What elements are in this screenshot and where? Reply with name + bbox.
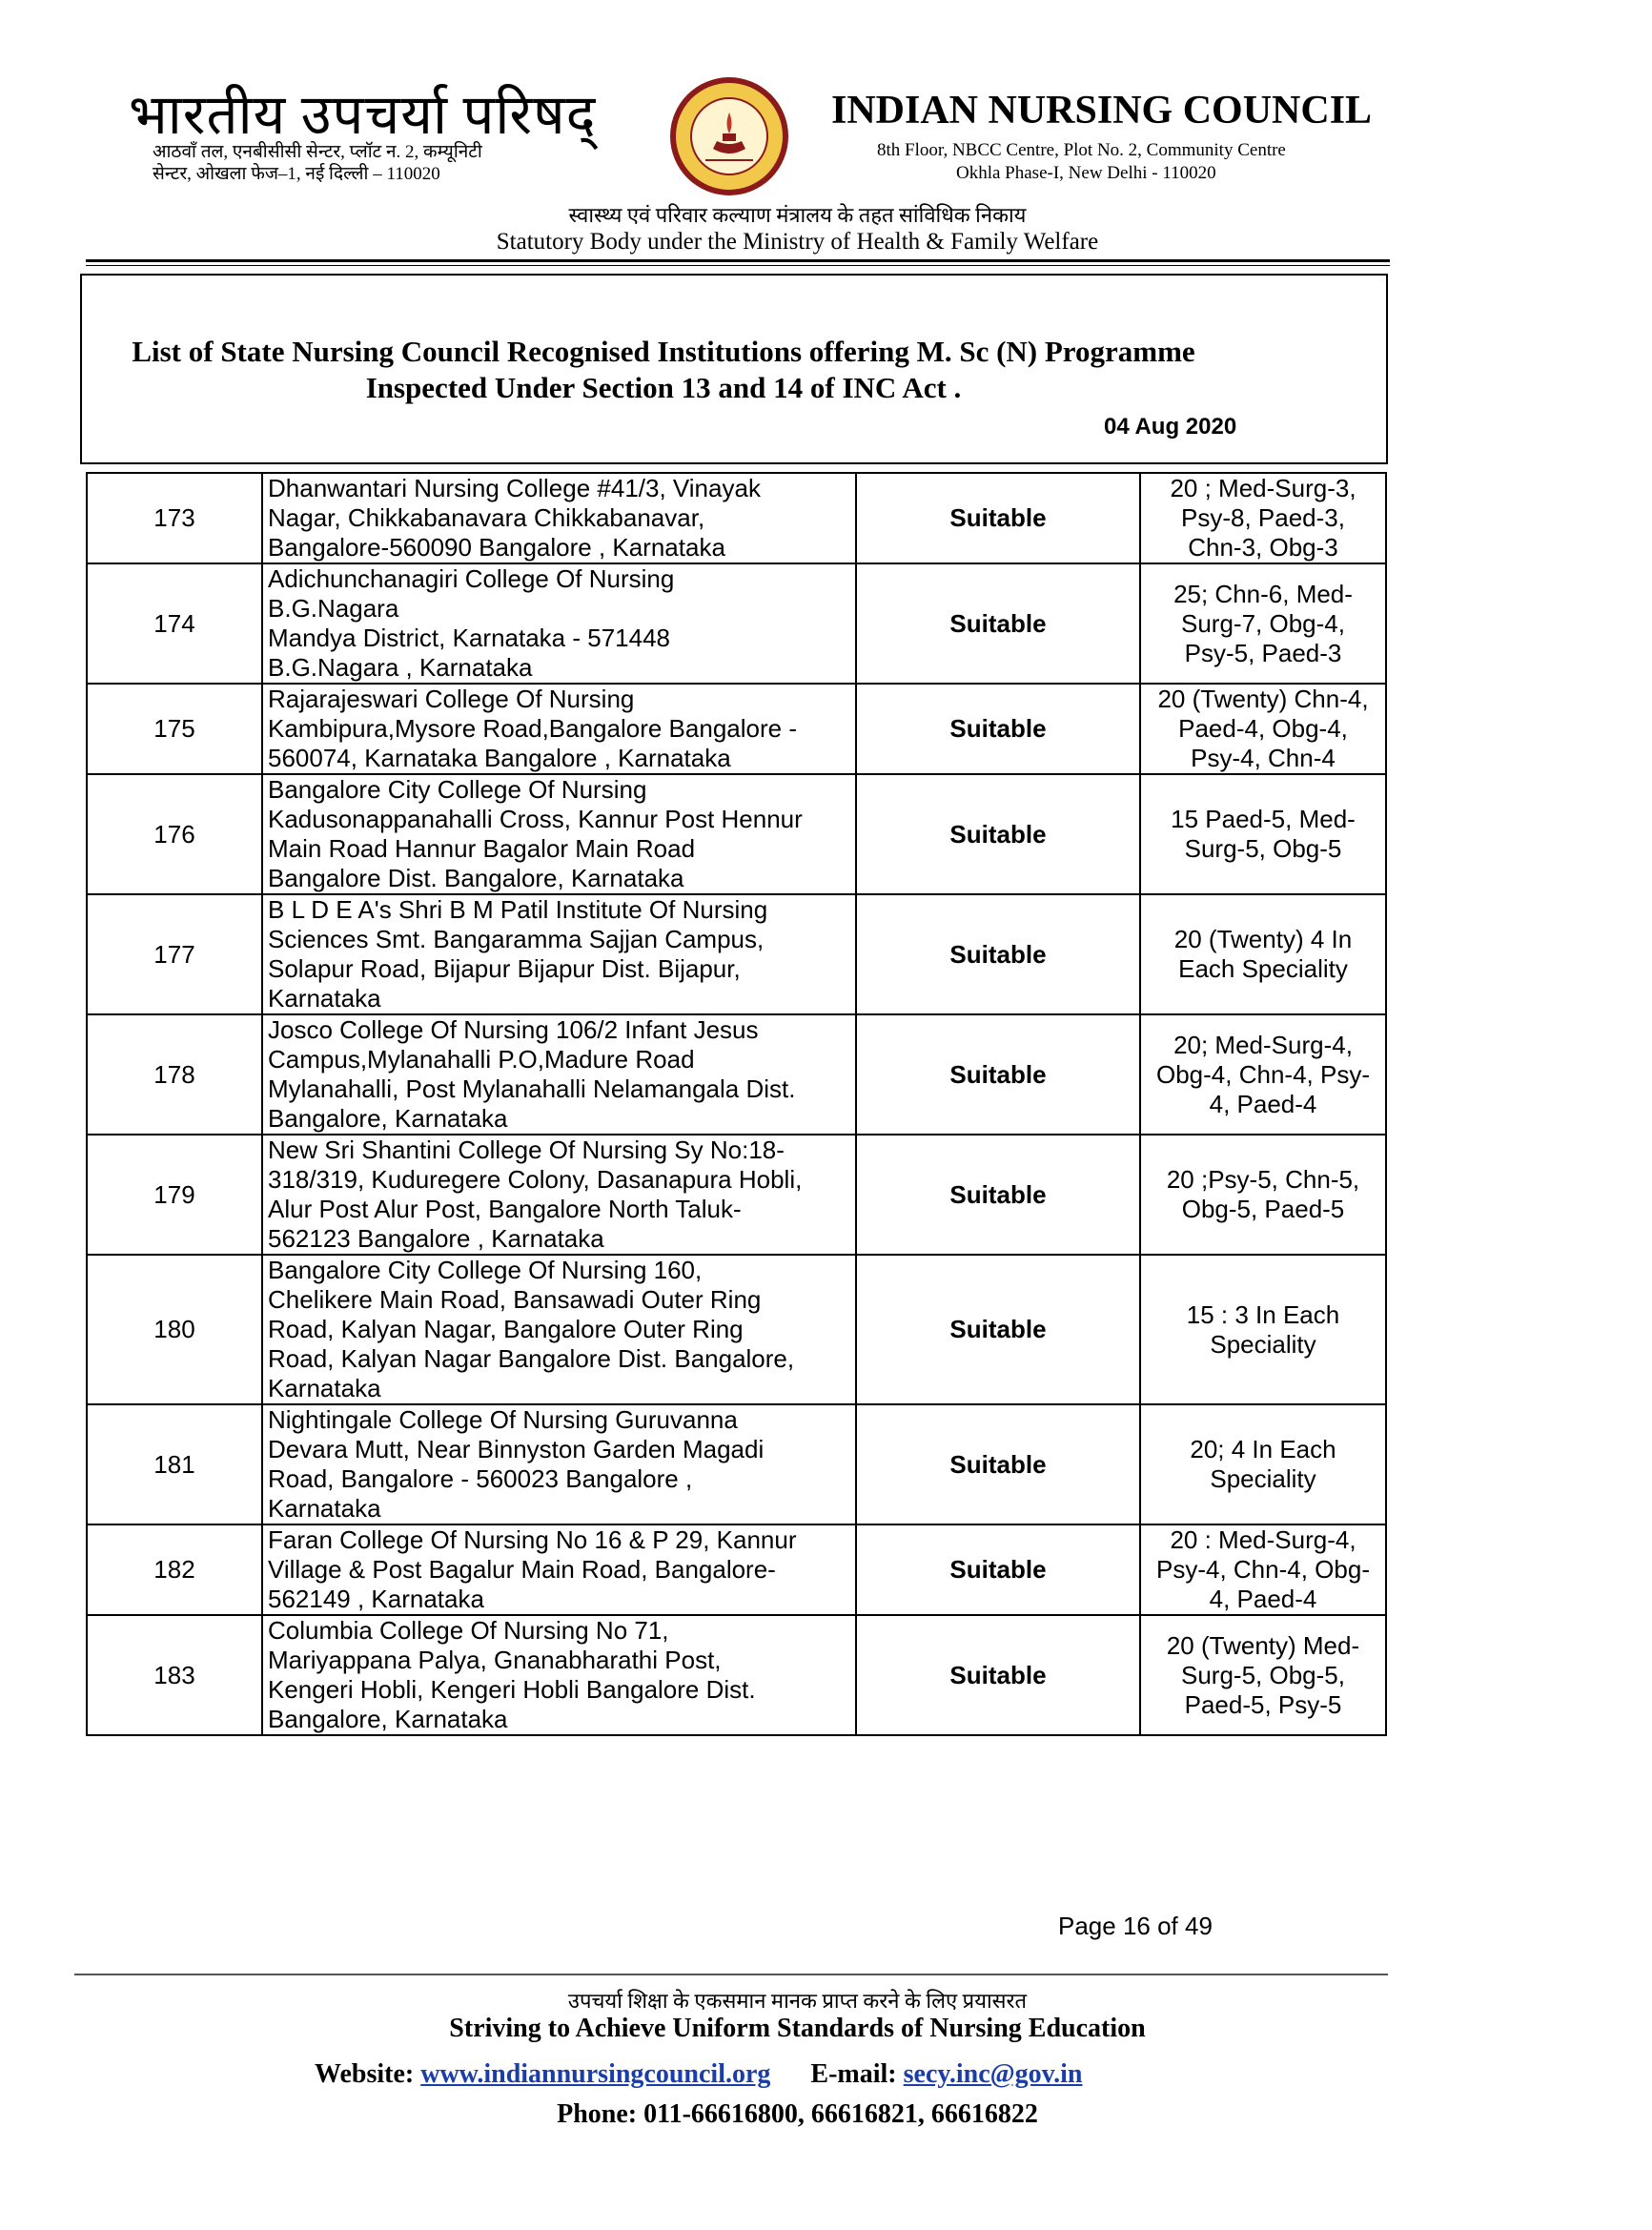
header-rule xyxy=(86,259,1390,262)
footer-slogan: Striving to Achieve Uniform Standards of Nursing Education xyxy=(449,2014,1146,2043)
serial-number-cell: 180 xyxy=(87,1255,262,1404)
statutory-line: Statutory Body under the Ministry of Health & Family Welfare xyxy=(496,229,1099,255)
document-date: 04 Aug 2020 xyxy=(1104,414,1237,440)
institution-name-cell: Nightingale College Of Nursing Guruvanna Devara Mutt, Near Binnyston Garden Magadi Road, Bangalore - 560023 Bangalore , Karnataka xyxy=(262,1404,856,1524)
page-number: Page 16 of 49 xyxy=(1058,1912,1213,1940)
institution-name-cell: Columbia College Of Nursing No 71, Mariyappana Palya, Gnanabharathi Post, Kengeri Hobli, Kengeri Hobli Bangalore Dist. Bangalore, Karnataka xyxy=(262,1615,856,1735)
email-label: E-mail: xyxy=(810,2059,897,2089)
table-row xyxy=(87,1255,1386,1404)
english-address-line2: Okhla Phase-I, New Delhi - 110020 xyxy=(956,163,1216,183)
table-row xyxy=(87,774,1386,894)
seats-cell: 20 : Med-Surg-4, Psy-4, Chn-4, Obg- 4, Paed-4 xyxy=(1140,1524,1386,1615)
status-cell: Suitable xyxy=(856,774,1140,894)
status-cell: Suitable xyxy=(856,563,1140,684)
status-cell: Suitable xyxy=(856,473,1140,563)
status-cell: Suitable xyxy=(856,1404,1140,1524)
table-row xyxy=(87,563,1386,684)
institution-name-cell: Faran College Of Nursing No 16 & P 29, Kannur Village & Post Bagalur Main Road, Bangalore- 562149 , Karnataka xyxy=(262,1524,856,1615)
seats-cell: 20 (Twenty) 4 In Each Speciality xyxy=(1140,894,1386,1014)
status-cell: Suitable xyxy=(856,1615,1140,1735)
status-cell: Suitable xyxy=(856,894,1140,1014)
website-link[interactable]: www.indiannursingcouncil.org xyxy=(420,2059,771,2089)
institution-name-cell: Bangalore City College Of Nursing Kadusonappanahalli Cross, Kannur Post Hennur Main Road Hannur Bagalor Main Road Bangalore Dist. Bangalore, Karnataka xyxy=(262,774,856,894)
serial-number-cell: 178 xyxy=(87,1014,262,1135)
seats-cell: 20; 4 In Each Speciality xyxy=(1140,1404,1386,1524)
document-title: List of State Nursing Council Recognised Institutions offering M. Sc (N) Programme xyxy=(132,335,1195,368)
table-row xyxy=(87,1135,1386,1255)
status-cell: Suitable xyxy=(856,1255,1140,1404)
table-row xyxy=(87,1404,1386,1524)
email-link[interactable]: secy.inc@gov.in xyxy=(903,2059,1083,2089)
header-rule-thin xyxy=(86,265,1390,266)
status-cell: Suitable xyxy=(856,1014,1140,1135)
seats-cell: 20; Med-Surg-4, Obg-4, Chn-4, Psy- 4, Paed-4 xyxy=(1140,1014,1386,1135)
serial-number-cell: 176 xyxy=(87,774,262,894)
table-row xyxy=(87,473,1386,563)
table-row xyxy=(87,1524,1386,1615)
seats-cell: 15 : 3 In Each Speciality xyxy=(1140,1255,1386,1404)
serial-number-cell: 173 xyxy=(87,473,262,563)
institutions-table xyxy=(86,472,1387,1736)
english-address-line1: 8th Floor, NBCC Centre, Plot No. 2, Community Centre xyxy=(877,140,1286,160)
seats-cell: 15 Paed-5, Med- Surg-5, Obg-5 xyxy=(1140,774,1386,894)
institution-name-cell: New Sri Shantini College Of Nursing Sy No:18- 318/319, Kuduregere Colony, Dasanapura Hobli, Alur Post Alur Post, Bangalore North Taluk- 562123 Bangalore , Karnataka xyxy=(262,1135,856,1255)
serial-number-cell: 175 xyxy=(87,684,262,774)
serial-number-cell: 177 xyxy=(87,894,262,1014)
english-council-title: INDIAN NURSING COUNCIL xyxy=(831,89,1373,133)
website-label: Website: xyxy=(315,2059,415,2089)
table-row xyxy=(87,1615,1386,1735)
hindi-council-title: भारतीय उपचर्या परिषद् xyxy=(129,84,597,146)
seats-cell: 20 (Twenty) Med- Surg-5, Obg-5, Paed-5, Psy-5 xyxy=(1140,1615,1386,1735)
table-row xyxy=(87,1014,1386,1135)
serial-number-cell: 174 xyxy=(87,563,262,684)
status-cell: Suitable xyxy=(856,684,1140,774)
seats-cell: 20 ; Med-Surg-3, Psy-8, Paed-3, Chn-3, Obg-3 xyxy=(1140,473,1386,563)
serial-number-cell: 181 xyxy=(87,1404,262,1524)
serial-number-cell: 182 xyxy=(87,1524,262,1615)
institution-name-cell: Josco College Of Nursing 106/2 Infant Jesus Campus,Mylanahalli P.O,Madure Road Mylanahalli, Post Mylanahalli Nelamangala Dist. Bangalore, Karnataka xyxy=(262,1014,856,1135)
footer-contact xyxy=(315,2059,1082,2090)
document-title-box xyxy=(80,274,1388,464)
institution-name-cell: Bangalore City College Of Nursing 160, Chelikere Main Road, Bansawadi Outer Ring Road, Kalyan Nagar, Bangalore Outer Ring Road, Kalyan Nagar Bangalore Dist. Bangalore, Karnataka xyxy=(262,1255,856,1404)
council-logo xyxy=(667,74,791,198)
footer-phone: Phone: 011-66616800, 66616821, 66616822 xyxy=(557,2099,1038,2129)
document-subtitle: Inspected Under Section 13 and 14 of INC Act . xyxy=(365,371,962,404)
institution-name-cell: Dhanwantari Nursing College #41/3, Vinayak Nagar, Chikkabanavara Chikkabanavar, Bangalore-560090 Bangalore , Karnataka xyxy=(262,473,856,563)
hindi-address-line1: आठवाँ तल, एनबीसीसी सेन्टर, प्लॉट न. 2, कम्यूनिटी xyxy=(153,142,482,162)
institution-name-cell: Rajarajeswari College Of Nursing Kambipura,Mysore Road,Bangalore Bangalore - 560074, Karnataka Bangalore , Karnataka xyxy=(262,684,856,774)
serial-number-cell: 183 xyxy=(87,1615,262,1735)
table-row xyxy=(87,684,1386,774)
status-cell: Suitable xyxy=(856,1135,1140,1255)
table-row xyxy=(87,894,1386,1014)
seats-cell: 20 (Twenty) Chn-4, Paed-4, Obg-4, Psy-4, Chn-4 xyxy=(1140,684,1386,774)
seats-cell: 20 ;Psy-5, Chn-5, Obg-5, Paed-5 xyxy=(1140,1135,1386,1255)
institution-name-cell: B L D E A's Shri B M Patil Institute Of Nursing Sciences Smt. Bangaramma Sajjan Campus, Solapur Road, Bijapur Bijapur Dist. Bijapur, Karnataka xyxy=(262,894,856,1014)
footer-rule xyxy=(74,1974,1388,1975)
council-seal-icon xyxy=(667,74,791,198)
serial-number-cell: 179 xyxy=(87,1135,262,1255)
seats-cell: 25; Chn-6, Med- Surg-7, Obg-4, Psy-5, Paed-3 xyxy=(1140,563,1386,684)
status-cell: Suitable xyxy=(856,1524,1140,1615)
hindi-slogan: उपचर्या शिक्षा के एकसमान मानक प्राप्त करने के लिए प्रयासरत xyxy=(567,1989,1028,2013)
hindi-address-line2: सेन्टर, ओखला फेज–1, नई दिल्ली – 110020 xyxy=(153,164,440,184)
institution-name-cell: Adichunchanagiri College Of Nursing B.G.Nagara Mandya District, Karnataka - 571448 B.G.Nagara , Karnataka xyxy=(262,563,856,684)
hindi-statutory-line: स्वास्थ्य एवं परिवार कल्याण मंत्रालय के तहत सांविधिक निकाय xyxy=(568,203,1027,227)
